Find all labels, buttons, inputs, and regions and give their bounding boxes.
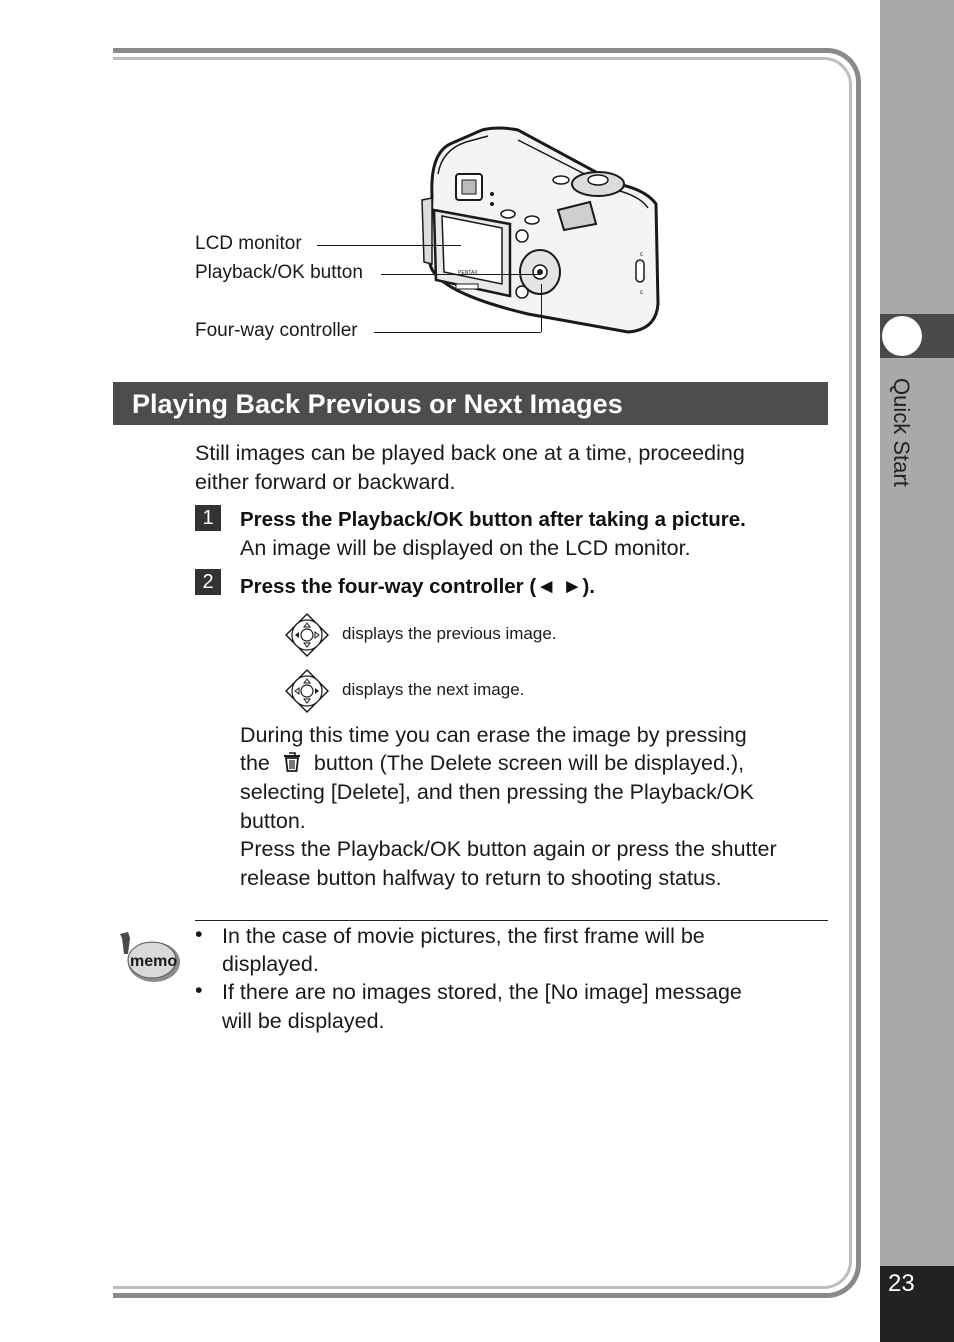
memo-icon [116,930,182,986]
callout-four-way-controller: Four-way controller [195,320,358,341]
memo-divider [195,920,828,921]
callout-lcd-monitor: LCD monitor [195,233,302,254]
four-way-left-icon [284,612,330,658]
explanation-line-5: Press the Playback/OK button again or press the shutter [240,837,777,861]
callout-line-playback-ok [381,274,540,275]
callout-line-four-way-vertical [541,284,542,332]
memo-icon-label: memo [130,953,178,970]
side-tab-label: Quick Start [889,378,914,487]
trash-icon [282,751,302,773]
intro-line-2: either forward or backward. [195,470,456,494]
memo-bullet-1-dot: • [195,922,203,946]
memo-bullet-1-line-1: In the case of movie pictures, the first frame will be [222,924,705,948]
step-number-2: 2 [195,569,221,595]
memo-bullet-2-line-2: will be displayed. [222,1009,385,1033]
section-title: Playing Back Previous or Next Images [132,389,623,419]
camera-brand-mark: PENTAX [458,270,478,276]
memo-bullet-1-line-2: displayed. [222,952,319,976]
explanation-line-6: release button halfway to return to shooting status. [240,866,722,890]
step-number-1: 1 [195,505,221,531]
memo-bullet-2-dot: • [195,978,203,1002]
explanation-line-2 [240,749,744,778]
step-title-1: Press the Playback/OK button after taking a picture. [240,508,746,531]
callout-line-four-way [374,332,541,333]
direction-previous-text: displays the previous image. [342,624,557,643]
explanation-line-2-end: button (The Delete screen will be displayed.), [313,751,745,775]
step-detail-1: An image will be displayed on the LCD monitor. [240,536,691,560]
four-way-right-icon [284,668,330,714]
explanation-line-1: During this time you can erase the image by pressing [240,723,747,747]
callout-line-lcd-monitor [317,245,461,246]
svg-text:c: c [640,290,643,296]
explanation-line-4: button. [240,809,306,833]
callout-playback-ok-button: Playback/OK button [195,262,363,283]
side-tab [880,0,954,1342]
intro-line-1: Still images can be played back one at a time, proceeding [195,441,745,465]
explanation-line-2-start: the [240,751,270,775]
page-number: 23 [888,1270,915,1297]
explanation-line-3: selecting [Delete], and then pressing the Playback/OK [240,780,754,804]
svg-text:c: c [640,252,643,258]
direction-next-text: displays the next image. [342,680,525,699]
memo-bullet-2-line-1: If there are no images stored, the [No image] message [222,980,742,1004]
step-title-2: Press the four-way controller (◄ ►). [240,575,595,598]
side-tab-marker-circle [882,316,922,356]
